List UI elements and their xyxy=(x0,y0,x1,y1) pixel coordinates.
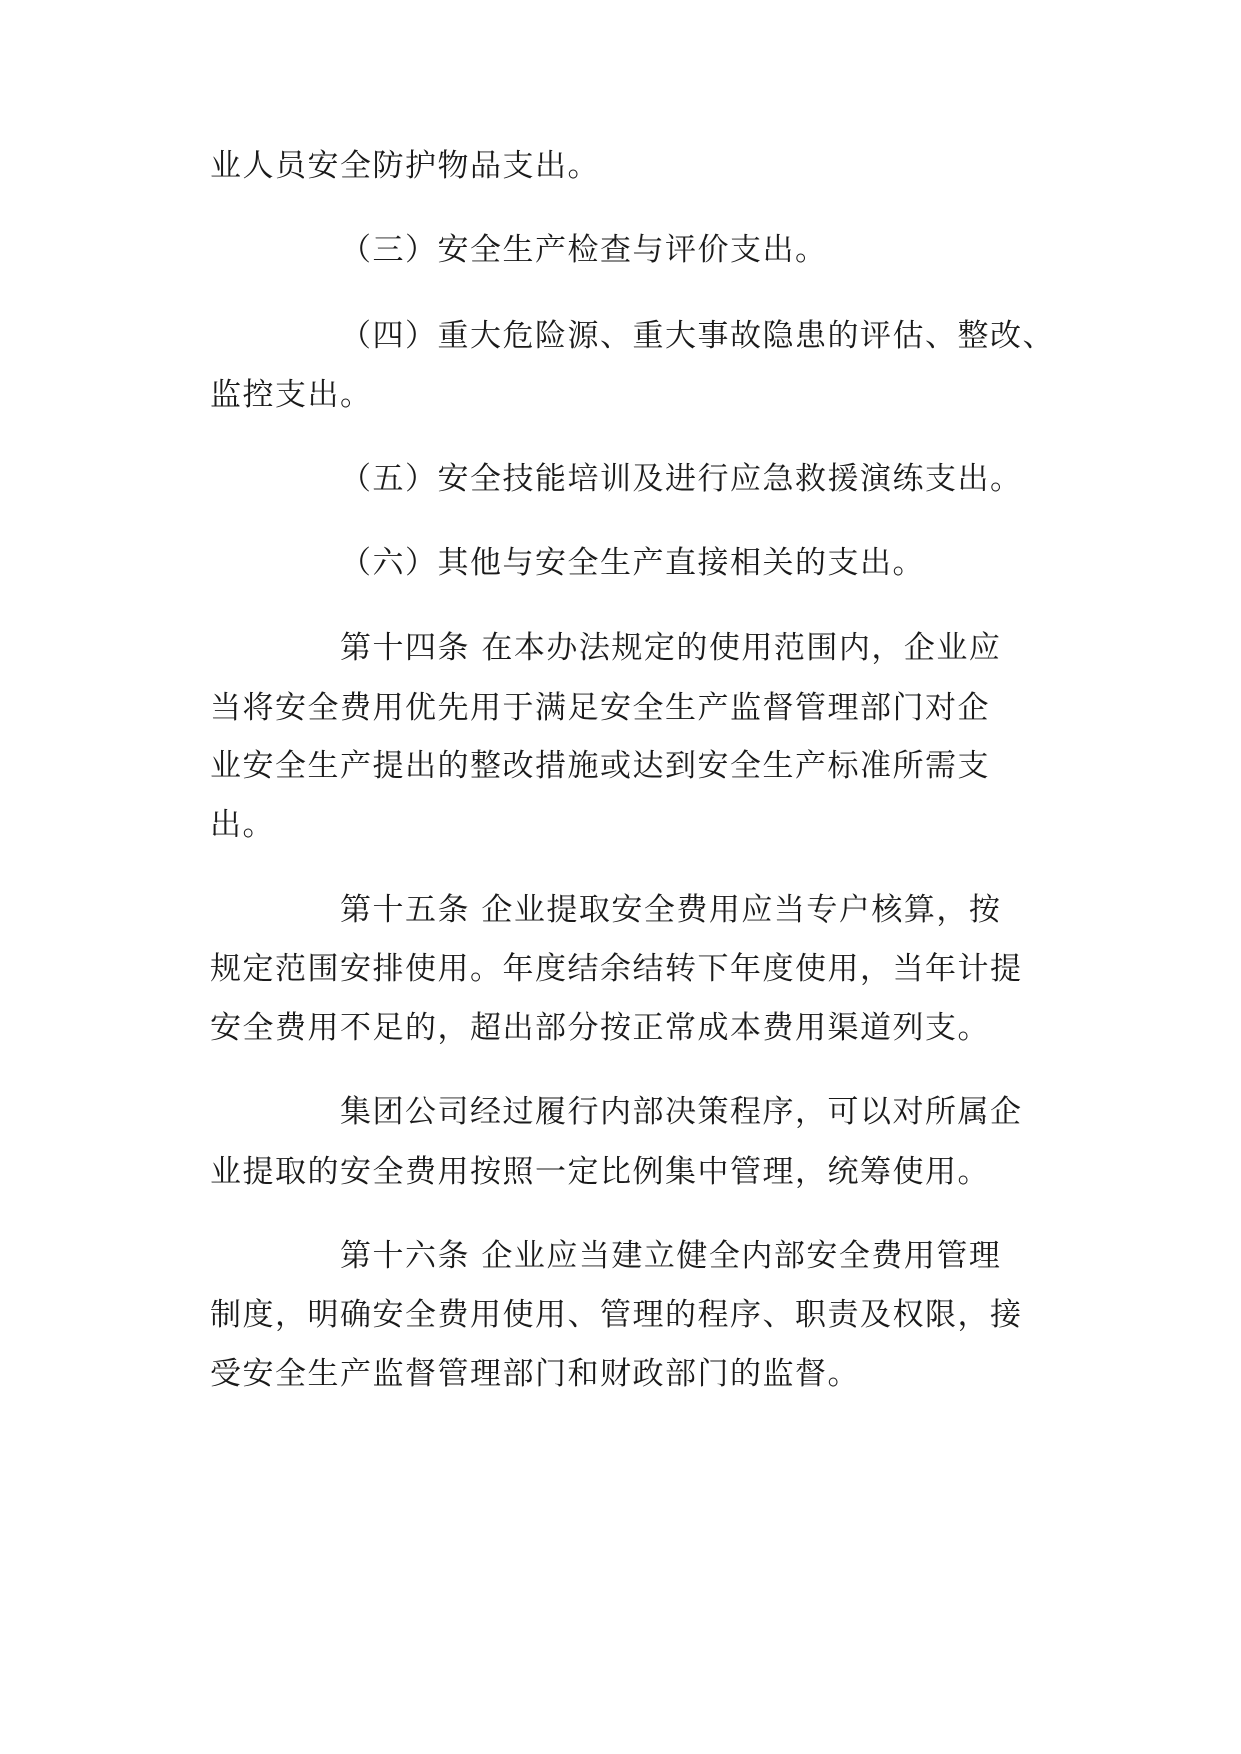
text-line: （四）重大危险源、重大事故隐患的评估、整改、 xyxy=(340,318,1055,354)
text-line: 业人员安全防护物品支出。 xyxy=(210,148,600,184)
text-line: 监控支出。 xyxy=(210,377,373,413)
text-line: 规定范围安排使用。年度结余结转下年度使用，当年计提 xyxy=(210,951,1023,987)
text-line: 安全费用不足的，超出部分按正常成本费用渠道列支。 xyxy=(210,1010,990,1046)
text-line: 受安全生产监督管理部门和财政部门的监督。 xyxy=(210,1356,860,1392)
text-line: 业安全生产提出的整改措施或达到安全生产标准所需支 xyxy=(210,748,990,784)
text-line: 出。 xyxy=(210,807,275,843)
text-line: （六）其他与安全生产直接相关的支出。 xyxy=(340,545,925,581)
text-line: 业提取的安全费用按照一定比例集中管理，统筹使用。 xyxy=(210,1154,990,1190)
text-line: 第十六条 企业应当建立健全内部安全费用管理 xyxy=(340,1238,1002,1274)
text-line: 制度，明确安全费用使用、管理的程序、职责及权限，接 xyxy=(210,1297,1023,1333)
text-line: 当将安全费用优先用于满足安全生产监督管理部门对企 xyxy=(210,690,990,726)
text-line: 第十五条 企业提取安全费用应当专户核算，按 xyxy=(340,892,1002,928)
text-line: 第十四条 在本办法规定的使用范围内，企业应 xyxy=(340,630,1002,666)
text-line: 集团公司经过履行内部决策程序，可以对所属企 xyxy=(340,1094,1023,1130)
text-line: （三）安全生产检查与评价支出。 xyxy=(340,232,828,268)
text-line: （五）安全技能培训及进行应急救援演练支出。 xyxy=(340,461,1023,497)
